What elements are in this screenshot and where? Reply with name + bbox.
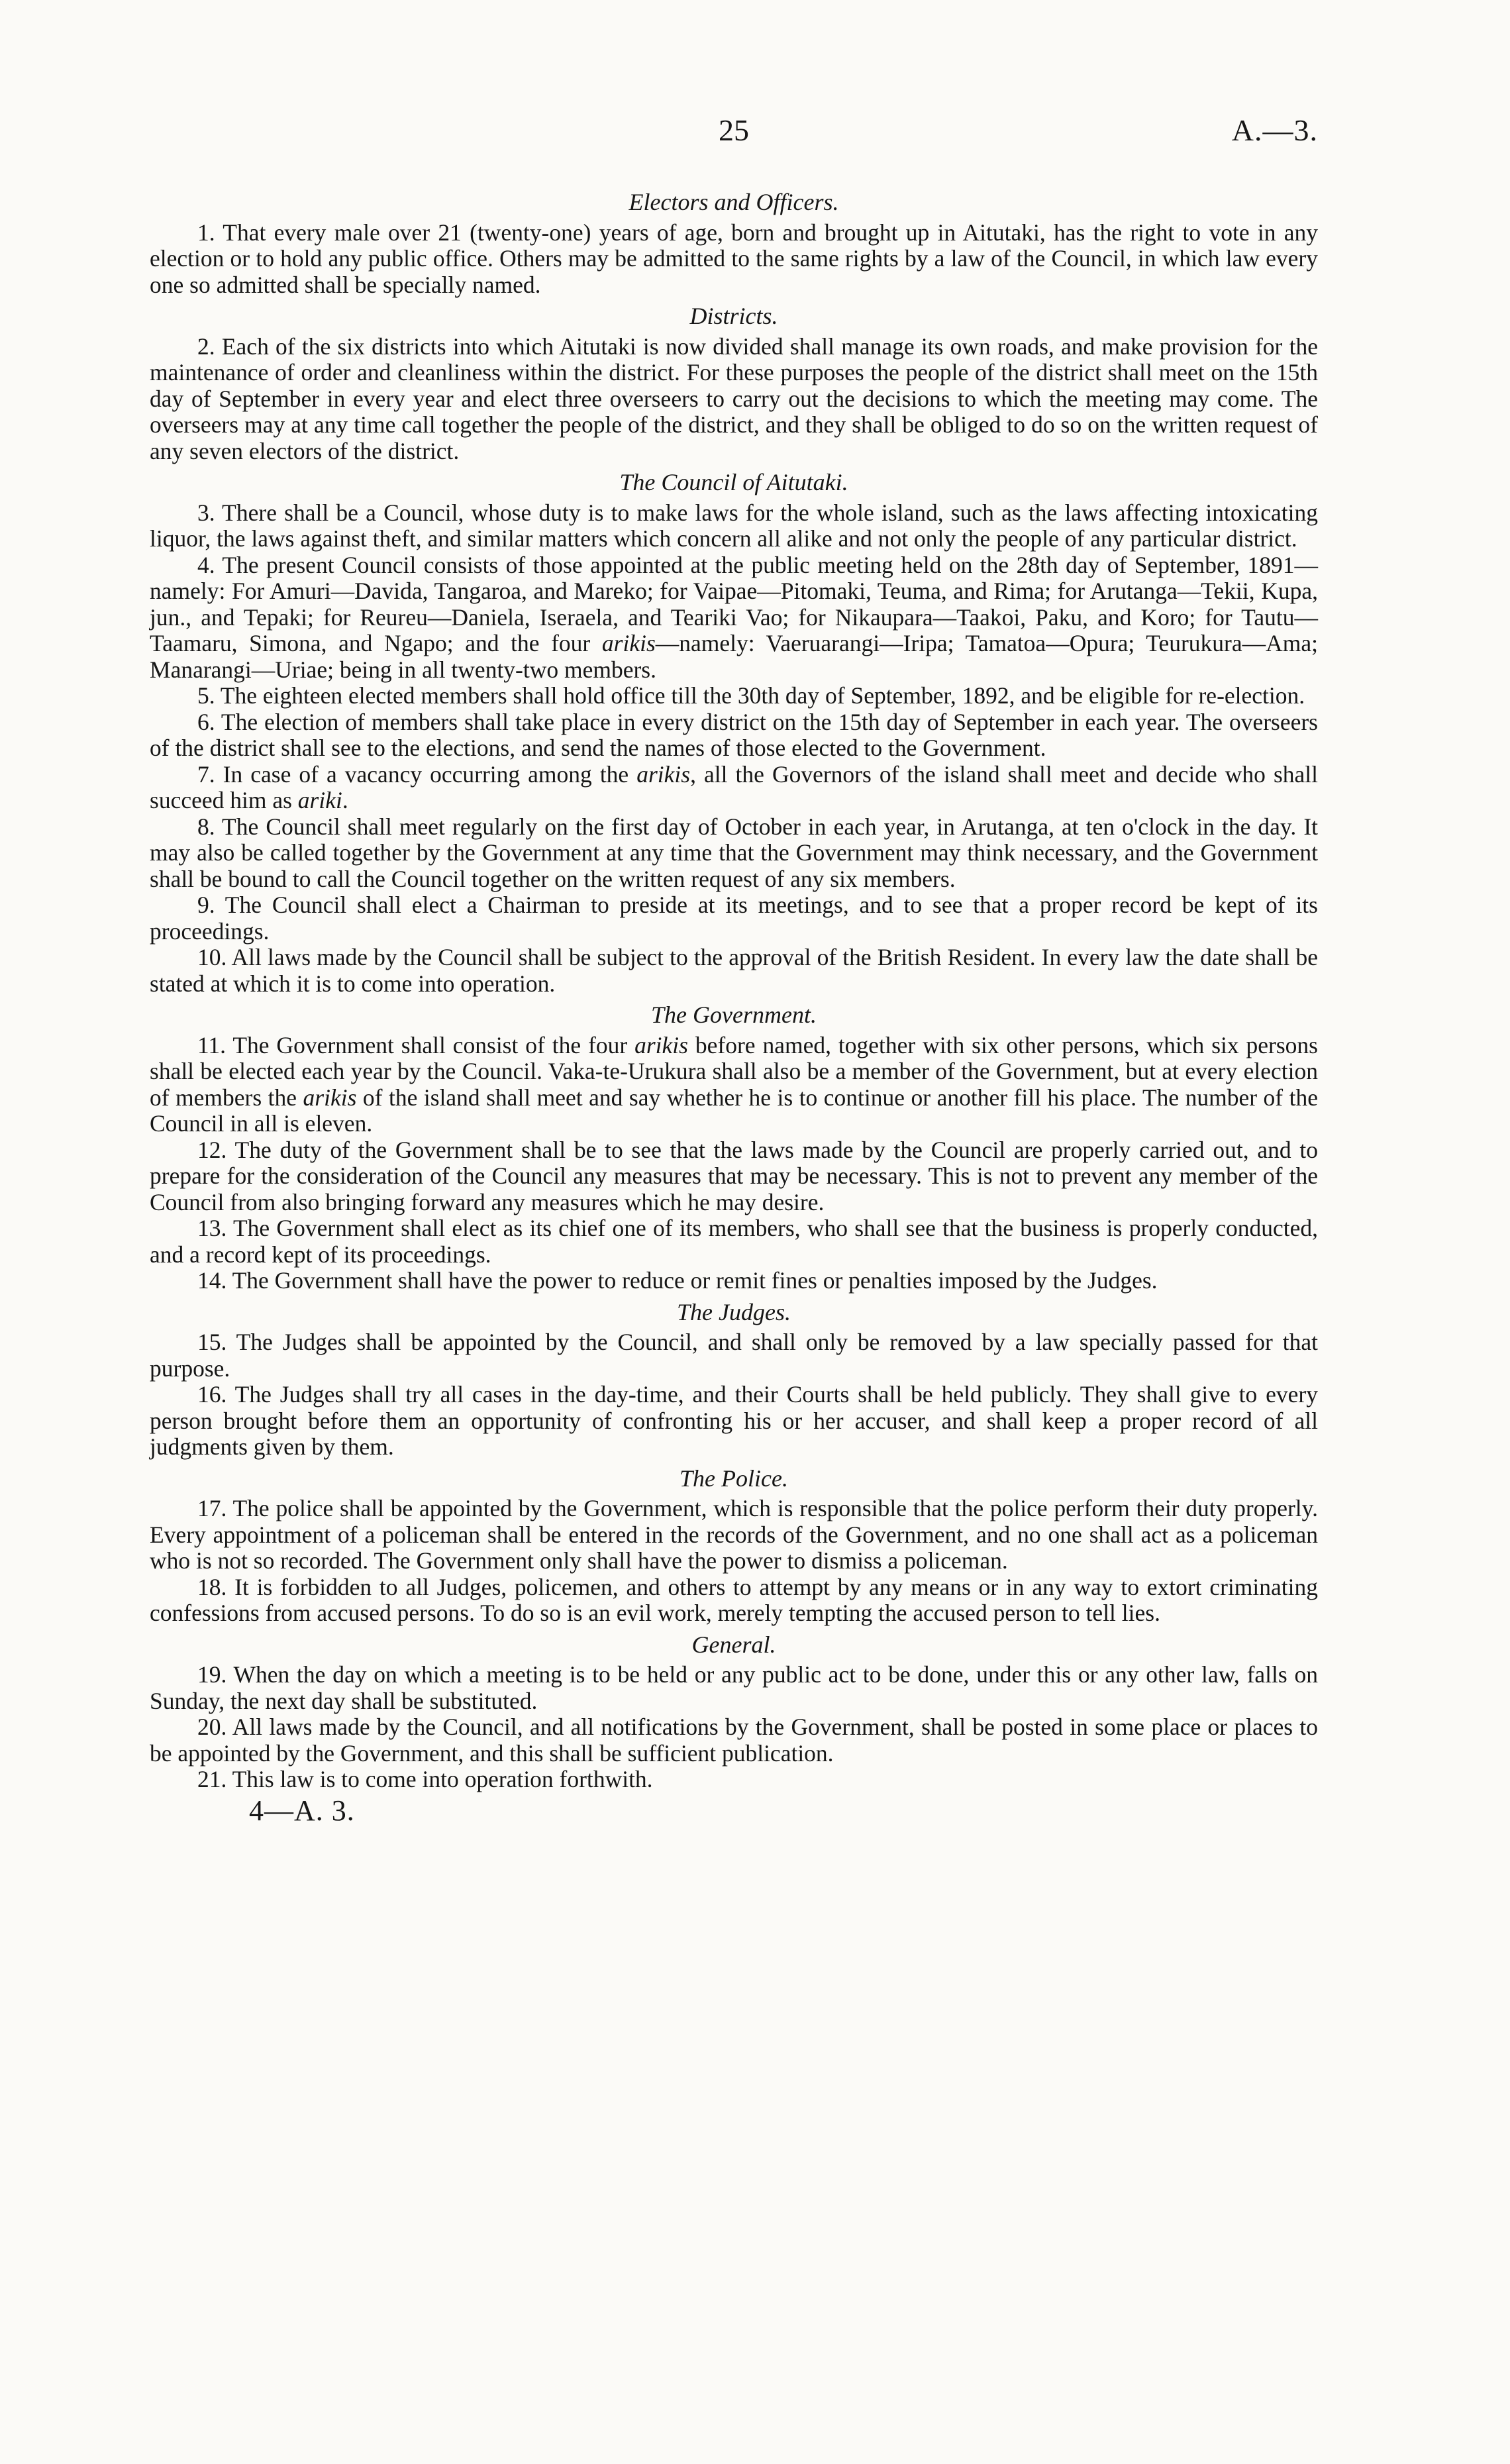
clause-21: 21. This law is to come into operation forthwith. bbox=[197, 1766, 653, 1792]
clause-14: 14. The Government shall have the power to reduce or remit fines or penalties imposed by the Judges. bbox=[197, 1267, 1158, 1294]
clause-9: 9. The Council shall elect a Chairman to preside at its meetings, and to see that a proper record be kept of its proceedings. bbox=[150, 892, 1318, 945]
clause-17: 17. The police shall be appointed by the Government, which is responsible that the police perform their duty properly. Every appointment of a policeman shall be entered in the records of the Government, and no one shall act as a policeman who is not so recorded. The Government only shall have the power to dismiss a policeman. bbox=[150, 1495, 1318, 1574]
clause-19: 19. When the day on which a meeting is to be held or any public act to be done, under this or any other law, falls on Sunday, the next day shall be substituted. bbox=[150, 1661, 1318, 1714]
document-reference: A.—3. bbox=[1231, 113, 1318, 147]
clause-8: 8. The Council shall meet regularly on the first day of October in each year, in Arutanga, at ten o'clock in the day. It may also be called together by the Government at any time that the Government may think necessary, and the Government shall be bound to call the Council together on the written request of any six members. bbox=[150, 813, 1318, 892]
clause-5: 5. The eighteen elected members shall hold office till the 30th day of September, 1892, and be eligible for re-election. bbox=[197, 682, 1305, 709]
section-heading-electors: Electors and Officers. bbox=[629, 189, 839, 215]
clause-11: 11. The Government shall consist of the four arikis before named, together with six other persons, which six persons shall be elected each year by the Council. Vaka-te-Urukura shall also be a member of the Government, but at every election of members the arikis of the island shall meet and say whether he is to continue or another fill his place. The number of the Council in all is eleven. bbox=[150, 1031, 1318, 1137]
clause-20: 20. All laws made by the Council, and all notifications by the Government, shall be posted in some place or places to be appointed by the Government, and this shall be sufficient publication. bbox=[150, 1714, 1318, 1767]
page-number: 25 bbox=[719, 113, 749, 147]
document-body bbox=[150, 184, 1318, 1827]
clause-15: 15. The Judges shall be appointed by the Council, and shall only be removed by a law specially passed for that purpose. bbox=[150, 1329, 1318, 1382]
clause-3: 3. There shall be a Council, whose duty is to make laws for the whole island, such as the laws affecting intoxicating liquor, the laws against theft, and similar matters which concern all alike and not only the people of any particular district. bbox=[150, 499, 1318, 552]
section-heading-police: The Police. bbox=[680, 1464, 788, 1492]
section-heading-council: The Council of Aitutaki. bbox=[619, 469, 848, 495]
footer-reference: 4—A. 3. bbox=[249, 1794, 355, 1827]
clause-13: 13. The Government shall elect as its chief one of its members, who shall see that the business is properly conducted, and a record kept of its proceedings. bbox=[150, 1215, 1318, 1268]
section-heading-districts: Districts. bbox=[689, 303, 778, 329]
section-heading-government: The Government. bbox=[651, 1001, 817, 1028]
clause-2: 2. Each of the six districts into which Aitutaki is now divided shall manage its own roads, and make provision for the maintenance of order and cleanliness within the district. For these purposes the people of the district shall meet on the 15th day of September in every year and elect three overseers to carry out the decisions to which the meeting may come. The overseers may at any time call together the people of the district, and they shall be obliged to do so on the written request of any seven electors of the district. bbox=[150, 333, 1318, 464]
section-heading-general: General. bbox=[691, 1631, 776, 1658]
clause-4: 4. The present Council consists of those appointed at the public meeting held on the 28th day of September, 1891—namely: For Amuri—Davida, Tangaroa, and Mareko; for Vaipae—Pitomaki, Teuma, and Rima; for Arutanga—Tekii, Kupa, jun., and Tepaki; for Reureu—Daniela, Iseraela, and Teariki Vao; for Nikaupara—Taakoi, Paku, and Koro; for Tautu—Taamaru, Simona, and Ngapo; and the four arikis—namely: Vaeruarangi—Iripa; Tamatoa—Opura; Teurukura—Ama; Manarangi—Uriae; being in all twenty-two members. bbox=[150, 551, 1319, 683]
clause-1: 1. That every male over 21 (twenty-one) years of age, born and brought up in Aitutaki, has the right to vote in any election or to hold any public office. Others may be admitted to the same rights by a law of the Council, in which law every one so admitted shall be specially named. bbox=[150, 219, 1318, 298]
section-heading-judges: The Judges. bbox=[677, 1298, 791, 1325]
clause-7: 7. In case of a vacancy occurring among the arikis, all the Governors of the island shall meet and decide who shall succeed him as ariki. bbox=[150, 760, 1318, 813]
clause-18: 18. It is forbidden to all Judges, policemen, and others to attempt by any means or in any way to extort criminating confessions from accused persons. To do so is an evil work, merely tempting the accused person to tell lies. bbox=[150, 1573, 1318, 1626]
clause-10: 10. All laws made by the Council shall be subject to the approval of the British Resident. In every law the date shall be stated at which it is to come into operation. bbox=[150, 944, 1318, 997]
clause-16: 16. The Judges shall try all cases in the day-time, and their Courts shall be held publicly. They shall give to every person brought before them an opportunity of confronting his or her accuser, and shall keep a proper record of all judgments given by them. bbox=[150, 1381, 1318, 1460]
clause-6: 6. The election of members shall take place in every district on the 15th day of September in each year. The overseers of the district shall see to the elections, and send the names of those elected to the Government. bbox=[150, 708, 1318, 761]
clause-12: 12. The duty of the Government shall be to see that the laws made by the Council are properly carried out, and to prepare for the consideration of the Council any measures that may be necessary. This is not to prevent any member of the Council from also bringing forward any measures which he may desire. bbox=[150, 1136, 1318, 1215]
page-header bbox=[150, 113, 1318, 159]
